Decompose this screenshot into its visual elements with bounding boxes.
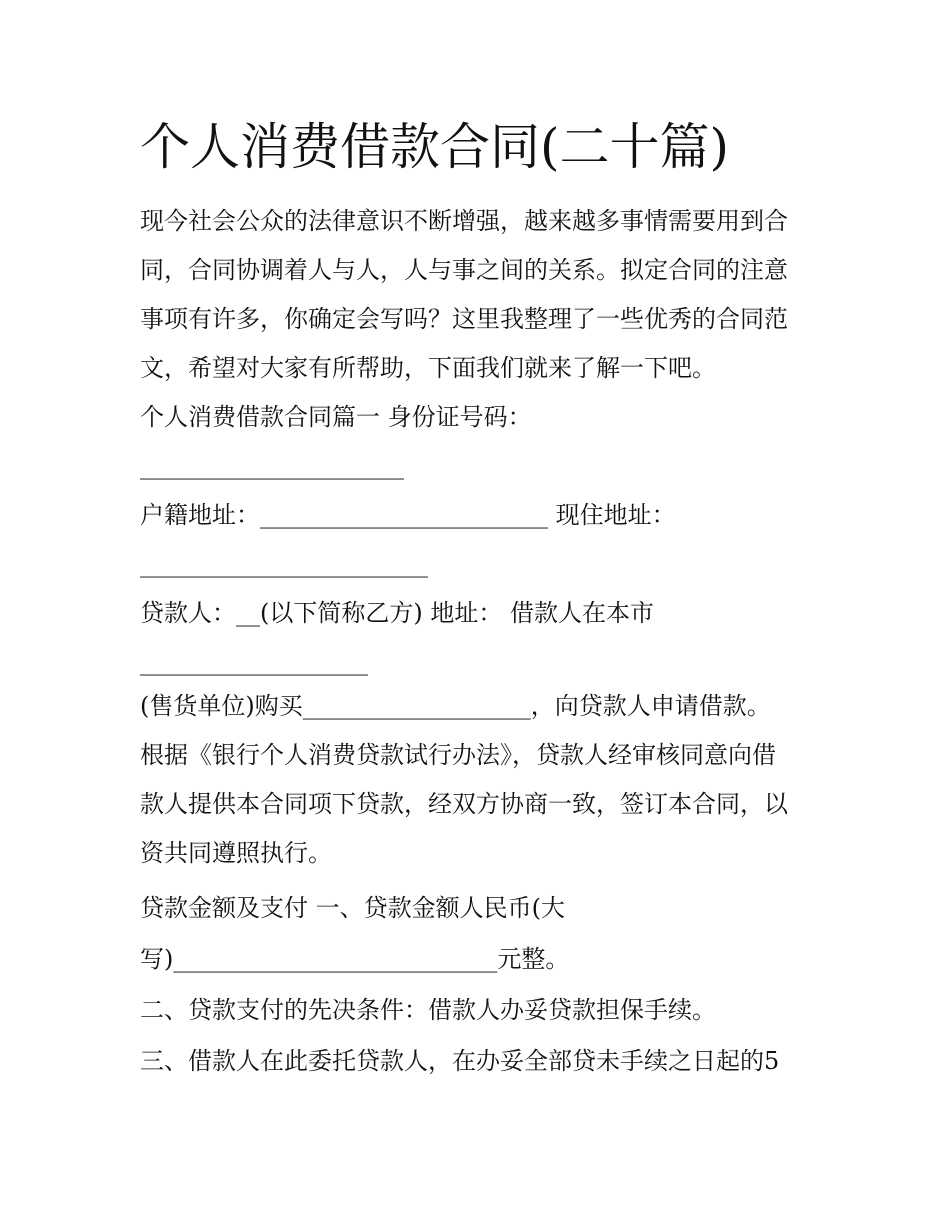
paragraph-line: 资共同遵照执行。 [140, 839, 332, 867]
paragraph-line: 根据《银行个人消费贷款试行办法》，贷款人经审核同意向借 [140, 741, 776, 769]
blank-line: ___________________ [140, 648, 368, 676]
paragraph-line: 款人提供本合同项下贷款，经双方协商一致，签订本合同，以 [140, 790, 788, 818]
paragraph-line: 二、贷款支付的先决条件：借款人办妥贷款担保手续。 [140, 996, 716, 1024]
paragraph-line: 文，希望对大家有所帮助，下面我们就来了解一下吧。 [140, 354, 716, 382]
paragraph-line: 三、借款人在此委托贷款人，在办妥全部贷未手续之日起的5 [140, 1047, 780, 1075]
paragraph-line: (售货单位)购买___________________，向贷款人申请借款。 [140, 692, 771, 720]
paragraph-line: 个人消费借款合同篇一 身份证号码： [140, 403, 532, 431]
paragraph-line: 同，合同协调着人与人，人与事之间的关系。拟定合同的注意 [140, 256, 788, 284]
paragraph-line: 现今社会公众的法律意识不断增强，越来越多事情需要用到合 [140, 207, 788, 235]
paragraph-line: 贷款人：__(以下简称乙方) 地址： 借款人在本市 [140, 599, 654, 627]
paragraph-line: 户籍地址：________________________ 现住地址： [140, 501, 676, 529]
blank-line: ________________________ [140, 550, 428, 578]
paragraph-line: 写)___________________________元整。 [140, 945, 570, 973]
paragraph-line: 事项有许多，你确定会写吗？这里我整理了一些优秀的合同范 [140, 305, 788, 333]
paragraph-line: 贷款金额及支付 一、贷款金额人民币(大 [140, 894, 565, 922]
document-title: 个人消费借款合同(二十篇) [140, 118, 730, 176]
blank-line: ______________________ [140, 452, 404, 480]
